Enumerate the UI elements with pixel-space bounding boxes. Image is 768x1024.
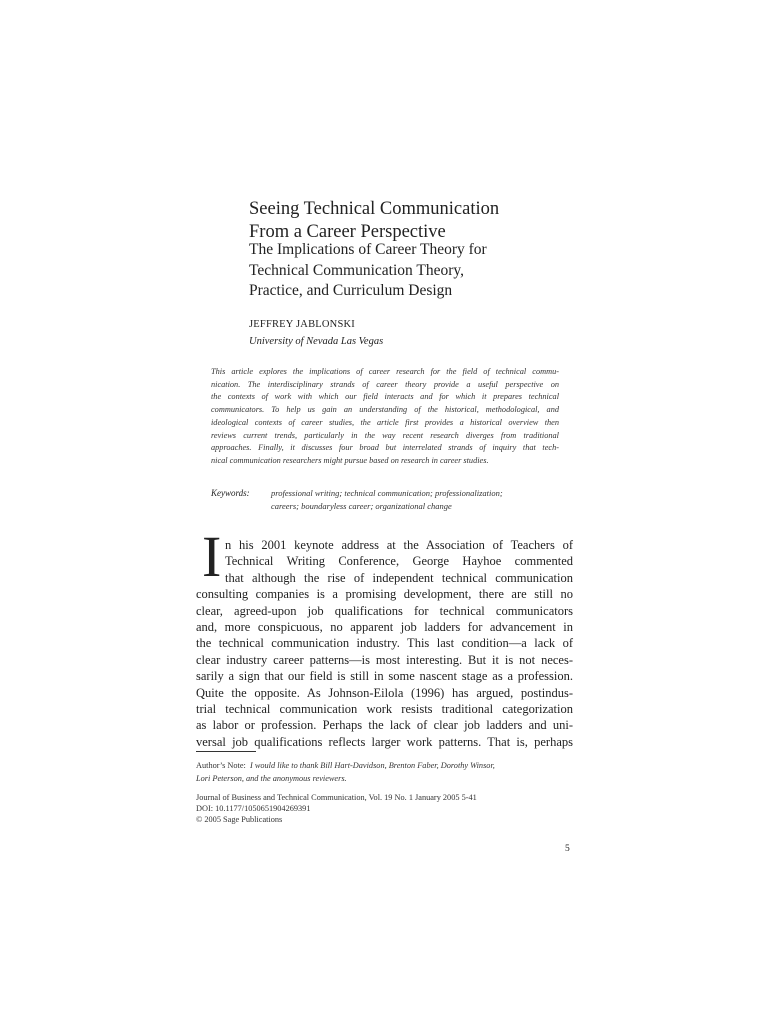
- body-line: as labor or profession. Perhaps the lack of clear job ladders and uni-: [196, 718, 573, 733]
- body-line: sarily a sign that our field is still in some nascent stage as a profession.: [196, 669, 573, 684]
- subtitle-line-3: Practice, and Curriculum Design: [249, 282, 453, 299]
- abstract-line: the contexts of work with which our field interacts and for which it prepares technical: [211, 392, 559, 402]
- body-line: clear industry career patterns—is most interesting. But it is not neces-: [196, 652, 573, 667]
- body-line: Technical Writing Conference, George Hayhoe commented: [225, 554, 573, 569]
- drop-cap: I: [202, 524, 222, 589]
- author-note: [196, 760, 576, 785]
- keywords-line-1: professional writing; technical communication; professionalization;: [271, 488, 503, 498]
- title-line-2: From a Career Perspective: [249, 222, 446, 242]
- author-affiliation: University of Nevada Las Vegas: [249, 336, 384, 347]
- abstract-line: communicators. To help us gain an understanding of the historical, methodological, and: [211, 405, 559, 415]
- journal-copyright: © 2005 Sage Publications: [196, 815, 283, 824]
- author-note-text-2: Lori Peterson, and the anonymous reviewers.: [196, 773, 347, 783]
- body-line: that although the rise of independent technical communication: [225, 570, 573, 585]
- subtitle-line-2: Technical Communication Theory,: [249, 261, 464, 279]
- journal-citation: Journal of Business and Technical Communication, Vol. 19 No. 1 January 2005 5-41: [196, 793, 477, 802]
- page-number: 5: [565, 844, 570, 854]
- author-note-line-1: [196, 760, 576, 773]
- abstract-line: nical communication researchers might pursue based on research in career studies.: [211, 455, 489, 465]
- body-line: trial technical communication work resists traditional categorization: [196, 701, 573, 716]
- abstract: [211, 366, 559, 468]
- author-note-label: Author’s Note:: [196, 761, 246, 770]
- article-title: [249, 198, 579, 244]
- body-line: versal job qualifications reflects larger work patterns. That is, perhaps: [196, 734, 573, 749]
- body-line: Quite the opposite. As Johnson-Eilola (1996) has argued, postindus-: [196, 685, 573, 700]
- author-note-text-1: I would like to thank Bill Hart-Davidson, Brenton Faber, Dorothy Winsor,: [250, 761, 495, 770]
- keywords-line-2: careers; boundaryless career; organizational change: [271, 501, 452, 511]
- abstract-line: This article explores the implications of career research for the field of technical commu-: [211, 367, 559, 376]
- abstract-line: ideological contexts of career studies, the article first provides a historical overview then: [211, 417, 559, 427]
- abstract-line: approaches. Finally, it discusses four broad but interrelated strands of inquiry that tech-: [211, 443, 559, 453]
- keywords-label: Keywords:: [211, 488, 250, 498]
- abstract-line: nication. The interdisciplinary strands of career theory provide a useful perspective on: [211, 379, 559, 389]
- author-name: JEFFREY JABLONSKI: [249, 319, 355, 330]
- journal-doi: DOI: 10.1177/1050651904269391: [196, 804, 311, 813]
- abstract-line: reviews current trends, particularly in the way recent research diverges from traditional: [211, 430, 559, 440]
- body-line: clear, agreed-upon job qualifications for technical communicators: [196, 603, 573, 618]
- journal-info: [196, 792, 576, 825]
- body-line: the technical communication industry. This last condition—a lack of: [196, 636, 573, 651]
- body-line: n his 2001 keynote address at the Association of Teachers of: [225, 538, 573, 552]
- subtitle-line-1: The Implications of Career Theory for: [249, 241, 487, 258]
- keywords-list: [271, 487, 561, 513]
- body-line: and, more conspicuous, no apparent job ladders for advancement in: [196, 619, 573, 634]
- title-line-1: Seeing Technical Communication: [249, 199, 500, 219]
- footnote-divider: [196, 751, 256, 752]
- article-subtitle: [249, 240, 579, 302]
- body-text: [196, 537, 573, 750]
- body-line: consulting companies is a promising development, there are still no: [196, 587, 573, 602]
